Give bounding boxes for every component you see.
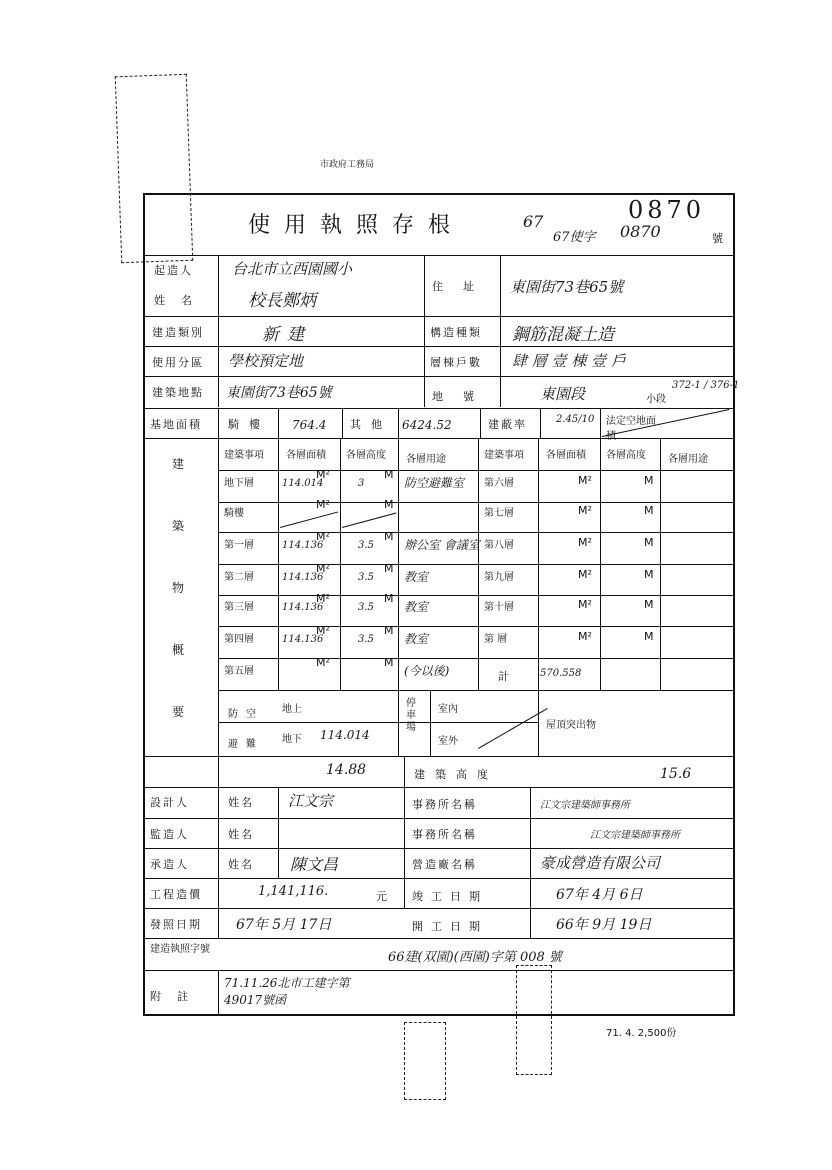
floor-height: 3.5 [358, 602, 374, 613]
value-use-zone: 學校預定地 [228, 352, 304, 370]
floor-area-unit: M² [316, 562, 330, 575]
floor-height-unit: M [384, 562, 394, 575]
floor-height-unit-r: M [644, 598, 654, 611]
bottom-stamp [404, 1022, 446, 1100]
label-arcade: 騎樓 [228, 418, 270, 431]
floor-height: 3 [358, 478, 365, 489]
floor-height-unit: M [384, 624, 394, 637]
label-supervisor-name: 姓名 [228, 828, 254, 841]
floor-name-r: 第十層 [484, 602, 514, 613]
value-address: 東園街73巷65號 [510, 278, 624, 296]
parking-indoor: 室內 [438, 704, 458, 715]
form-title: 使用執照存根 [248, 213, 465, 238]
floor-height-unit: M [384, 468, 394, 481]
value-builder-name: 校長鄭炳 [248, 291, 316, 311]
cost-unit: 元 [376, 890, 389, 903]
summary-char: 築 [172, 519, 185, 533]
label-contractor: 承造人 [150, 858, 189, 871]
floor-height-unit-r: M [644, 474, 654, 487]
label-remarks: 附註 [150, 990, 204, 1003]
value-designer-office: 江文宗建築師事務所 [540, 800, 630, 811]
label-cost: 工程造價 [150, 888, 202, 901]
floor-area: 114.014 [282, 478, 324, 489]
value-structure: 鋼筋混凝土造 [512, 325, 614, 345]
floor-area-unit-r: M² [578, 568, 592, 581]
floor-height-unit: M [384, 530, 394, 543]
floor-area-unit: M² [316, 468, 330, 481]
label-designer-name: 姓名 [228, 796, 254, 809]
floor-height-unit-r: M [644, 568, 654, 581]
label-other: 其他 [350, 418, 392, 431]
floor-area: 114.136 [282, 572, 324, 583]
label-completion: 竣工日期 [412, 890, 488, 903]
label-firm: 營造廠名稱 [412, 858, 477, 871]
col-item: 建築事項 [224, 450, 264, 461]
floor-height-unit: M [384, 592, 394, 605]
floor-height-unit-r: M [644, 504, 654, 517]
label-total: 計 [498, 670, 511, 683]
label-legal-open-area: 法定空地面積 [606, 416, 656, 442]
label-start: 開工日期 [412, 920, 488, 933]
value-total-area: 570.558 [540, 668, 582, 679]
label-name: 姓名 [154, 294, 208, 307]
col-height: 各層高度 [346, 450, 386, 461]
value-land-section: 東園段 [540, 385, 586, 403]
floor-height-unit: M [384, 498, 394, 511]
value-builder: 台北市立西園國小 [232, 260, 353, 278]
floor-area-unit-r: M² [578, 630, 592, 643]
floor-area-unit-r: M² [578, 474, 592, 487]
summary-char: 建 [172, 457, 185, 471]
air-above: 地上 [282, 704, 302, 715]
stamp-text: 市政府工務局 [320, 160, 375, 170]
floor-use: 教室 [404, 632, 429, 646]
floor-name-r: 第九層 [484, 572, 514, 583]
floor-area-unit: M² [316, 592, 330, 605]
floor-height-unit: M [384, 656, 394, 669]
floor-area-unit: M² [316, 624, 330, 637]
label-permit: 建造執照字號 [150, 944, 210, 955]
floor-area-unit-r: M² [578, 536, 592, 549]
floor-area-unit: M² [316, 656, 330, 669]
building-summary-label [172, 455, 192, 765]
floor-use: 教室 [404, 570, 429, 584]
label-supervisor: 監造人 [150, 828, 189, 841]
value-firm: 豪成營造有限公司 [540, 854, 661, 872]
value-contractor: 陳文昌 [290, 855, 339, 874]
label-coverage: 建蔽率 [488, 418, 527, 431]
label-designer: 設計人 [150, 796, 189, 809]
floor-name: 地下層 [224, 478, 254, 489]
year-mark: 67 [523, 212, 544, 231]
label-builder: 起造人 [154, 264, 193, 277]
label-structure: 構造種類 [430, 326, 482, 339]
value-arcade-area: 764.4 [292, 418, 327, 432]
value-other-area: 6424.52 [402, 418, 452, 432]
value-roof-height: 15.6 [660, 766, 692, 782]
summary-char: 概 [172, 643, 185, 657]
floor-name-r: 第八層 [484, 540, 514, 551]
floor-area-unit: M² [316, 498, 330, 511]
floor-use: 教室 [404, 600, 429, 614]
license-prefix: 67使字 [553, 230, 596, 245]
floor-height: 3.5 [358, 540, 374, 551]
label-land-no: 地號 [432, 390, 494, 403]
top-center-stamp [320, 158, 535, 192]
floor-area: 114.136 [282, 602, 324, 613]
floor-use: 防空避難室 [404, 476, 465, 490]
value-floors-units: 肆 層 壹 棟 壹 戶 [512, 352, 626, 370]
floor-height-unit-r: M [644, 630, 654, 643]
value-build-type: 新建 [262, 325, 312, 345]
label-issue: 發照日期 [150, 918, 202, 931]
floor-name: 第五層 [224, 666, 254, 677]
floor-area: 114.136 [282, 540, 324, 551]
col-use-r: 各層用途 [668, 454, 708, 465]
air-below: 地下 [282, 734, 302, 745]
value-remarks: 71.11.26北市工建字第 49017號函 [224, 976, 350, 1007]
big-number: 0870 [628, 196, 706, 224]
value-designer: 江文宗 [288, 792, 334, 810]
value-issue: 67年 5月 17日 [236, 917, 332, 933]
floor-use: 辦公室 會議室 [404, 538, 480, 552]
floor-name: 第一層 [224, 540, 254, 551]
label-roof: 屋頂突出物 [546, 720, 596, 731]
floor-name: 第四層 [224, 634, 254, 645]
floor-area-unit-r: M² [578, 598, 592, 611]
license-number: 0870 [620, 222, 661, 241]
floor-height-unit-r: M [644, 536, 654, 549]
label-office-2: 事務所名稱 [412, 828, 477, 841]
value-permit: 66建(双園)(西園)字第 008 號 [388, 950, 562, 965]
label-build-type: 建造類別 [152, 326, 204, 339]
floor-area: 114.136 [282, 634, 324, 645]
label-contractor-name: 姓名 [228, 858, 254, 871]
value-coverage: 2.45/10 [556, 414, 595, 425]
value-cost: 1,141,116. [258, 884, 329, 899]
value-site: 東園街73巷65號 [226, 385, 332, 401]
print-note: 71. 4. 2,500份 [606, 1028, 677, 1039]
floor-use: (今以後) [404, 664, 450, 678]
bottom-stamp-2 [516, 965, 552, 1075]
floor-name-r: 第 層 [484, 634, 508, 645]
label-address: 住址 [432, 280, 494, 293]
value-land-no: 372-1 / 376-1 [672, 380, 740, 391]
col-area-r: 各層面積 [546, 450, 586, 461]
floor-height: 3.5 [358, 634, 374, 645]
suffix: 號 [712, 232, 725, 245]
floor-height: 3.5 [358, 572, 374, 583]
floor-name-r: 第六層 [484, 478, 514, 489]
value-completion: 67年 4月 6日 [556, 887, 643, 903]
col-height-r: 各層高度 [606, 450, 646, 461]
label-use-zone: 使用分區 [152, 356, 204, 369]
label-parking: 停車場 [406, 698, 416, 733]
parking-outdoor: 室外 [438, 736, 458, 747]
value-supervisor-office: 江文宗建築師事務所 [590, 830, 680, 841]
label-site: 建築地點 [152, 386, 204, 399]
label-floors-units: 層棟戶數 [430, 356, 482, 369]
air-below-area: 114.014 [320, 728, 370, 742]
summary-char: 要 [172, 705, 185, 719]
floor-name: 騎樓 [224, 508, 244, 519]
label-total-height: 建築高度 [414, 768, 498, 781]
floor-name: 第三層 [224, 602, 254, 613]
summary-char: 物 [172, 581, 185, 595]
label-small-section: 小段 [646, 394, 666, 405]
label-air-raid: 防空避難 [228, 709, 264, 750]
floor-name-r: 第七層 [484, 508, 514, 519]
floor-area-unit-r: M² [578, 504, 592, 517]
label-office: 事務所名稱 [412, 798, 477, 811]
value-start: 66年 9月 19日 [556, 917, 652, 933]
col-area: 各層面積 [286, 450, 326, 461]
floor-name: 第二層 [224, 572, 254, 583]
label-site-area: 基地面積 [150, 418, 202, 431]
col-use: 各層用途 [406, 454, 446, 465]
floor-area-unit: M² [316, 530, 330, 543]
col-item-r: 建築事項 [484, 450, 524, 461]
value-total-height: 14.88 [326, 762, 367, 778]
